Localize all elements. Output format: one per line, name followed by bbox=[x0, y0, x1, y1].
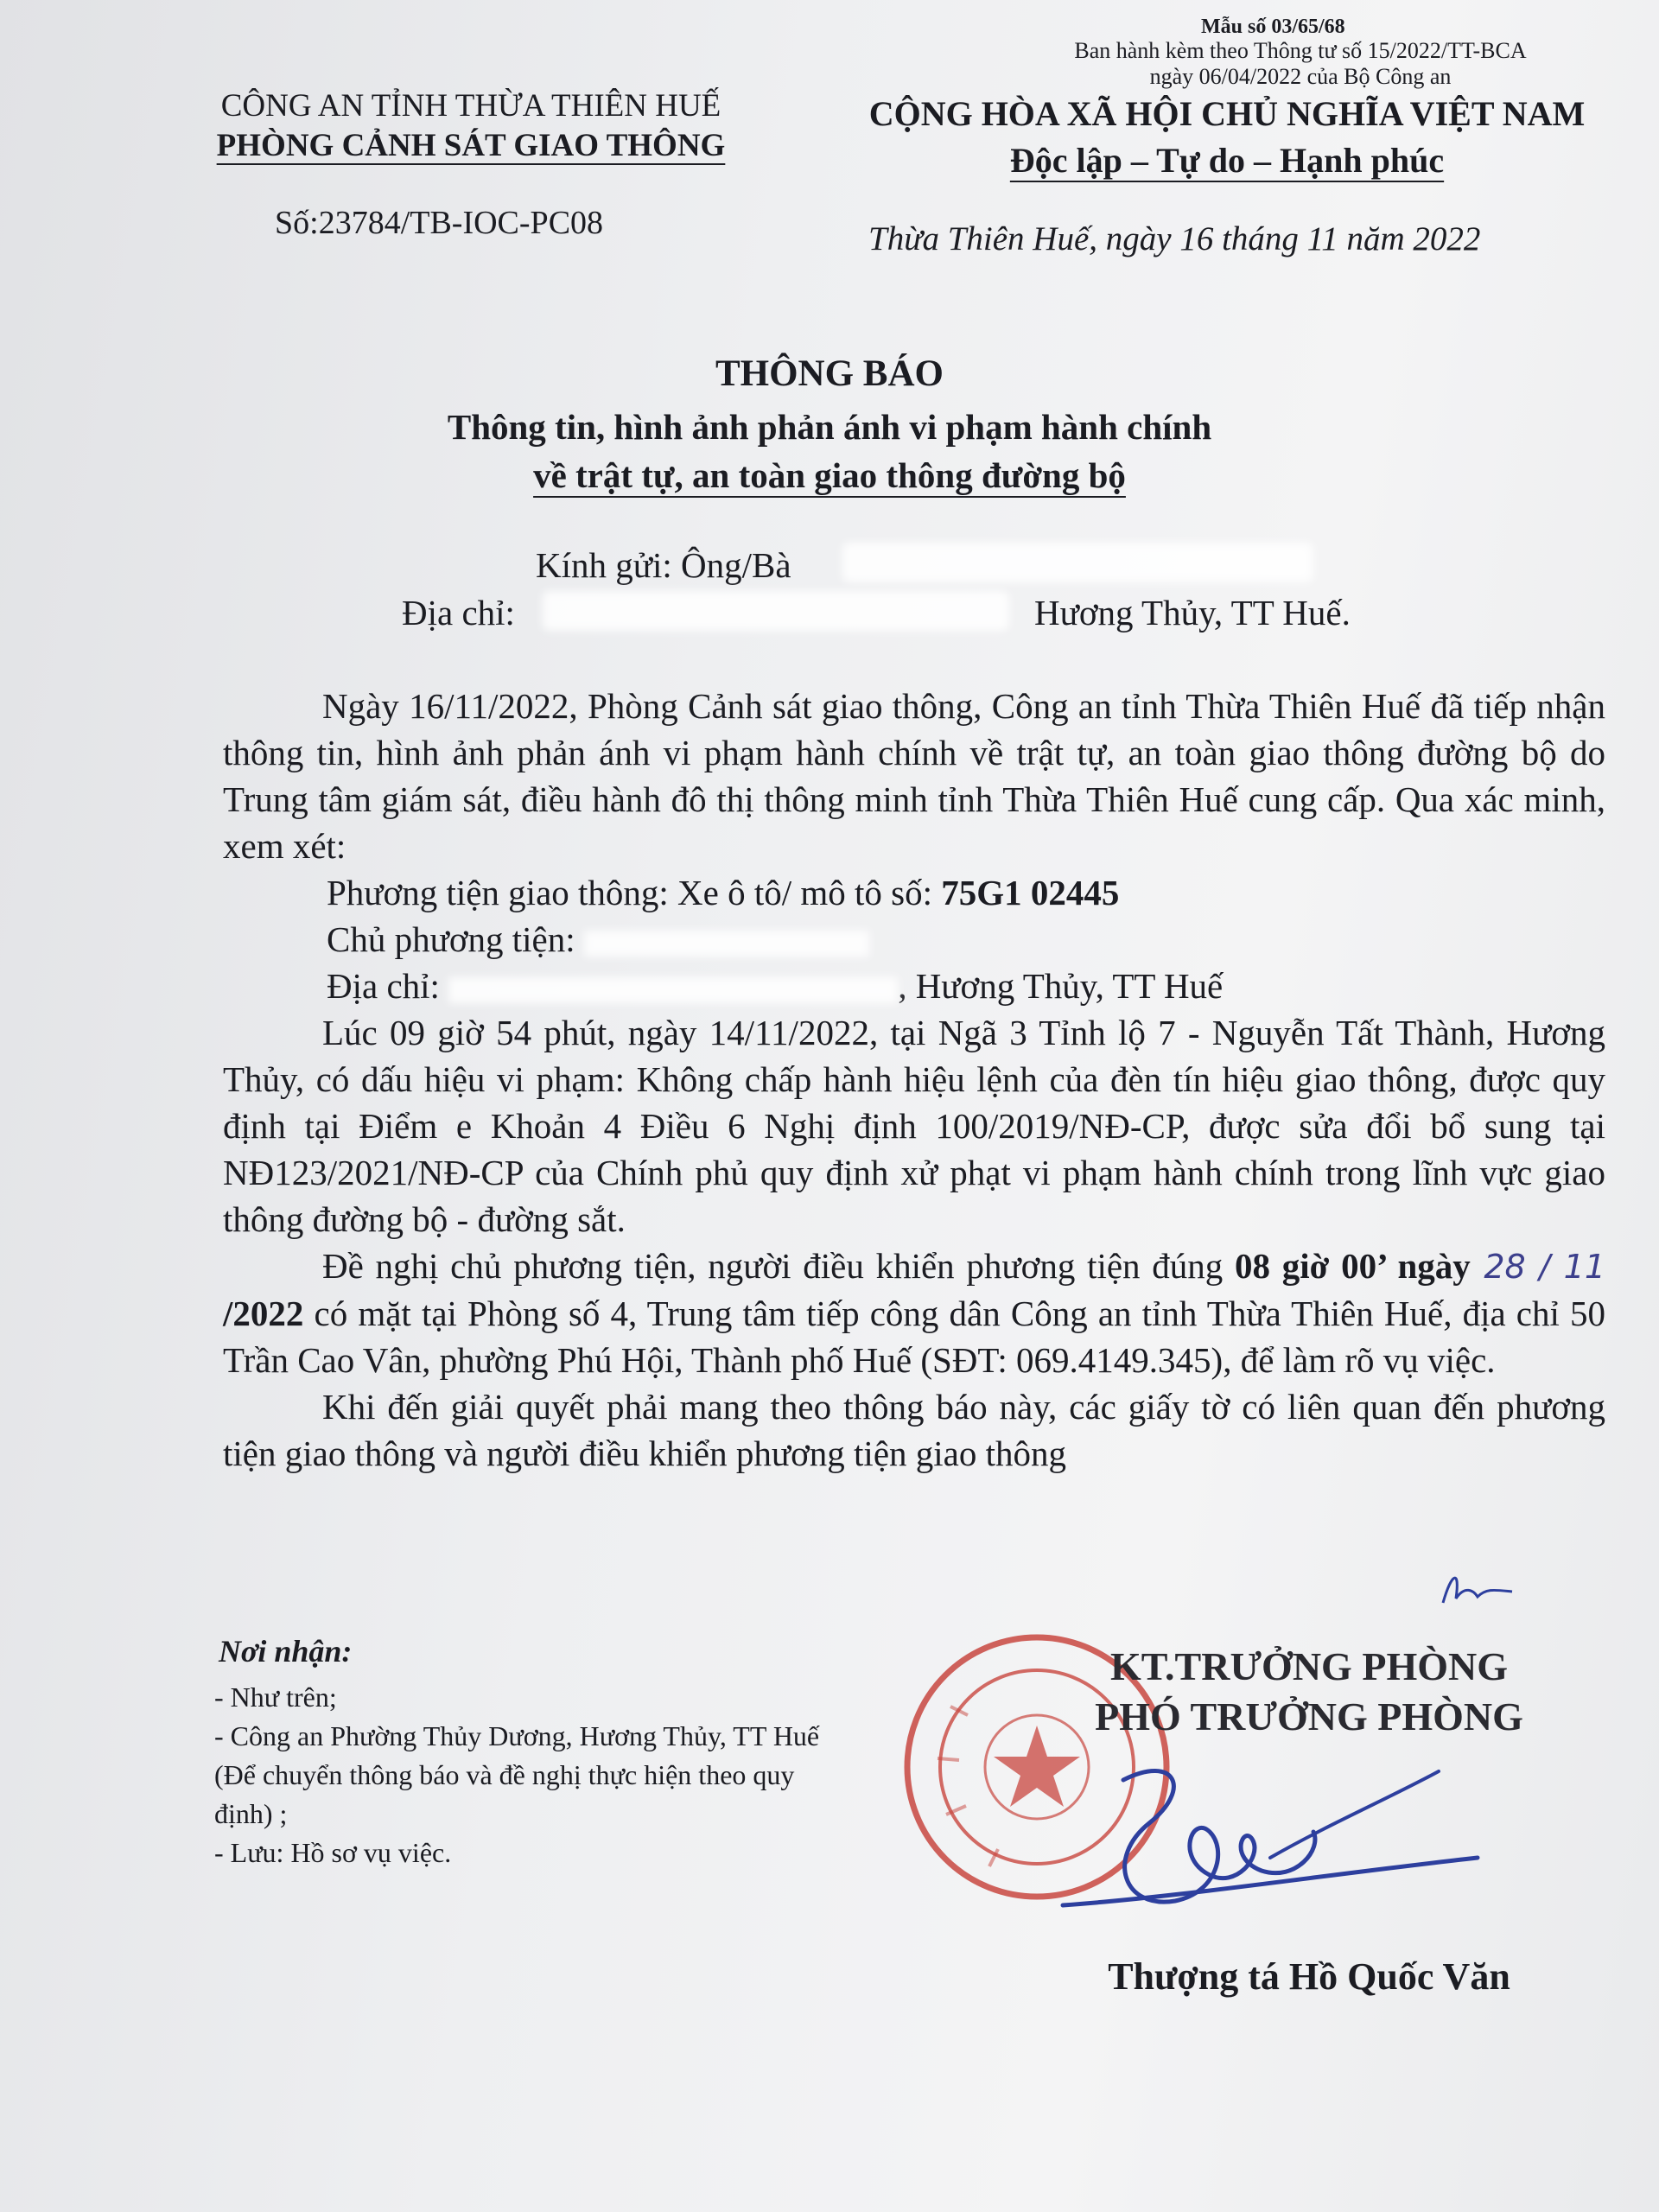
recipient-item: - Như trên; bbox=[214, 1681, 337, 1713]
place-date: Thừa Thiên Huế, ngày 16 tháng 11 năm 2022 bbox=[868, 220, 1481, 257]
nation-line1: CỘNG HÒA XÃ HỘI CHỦ NGHĨA VIỆT NAM bbox=[868, 94, 1586, 133]
recipient-item: - Công an Phường Thủy Dương, Hương Thủy, TT Huế (Để chuyển thông báo và đề nghị thực hiện theo quy định) ; bbox=[214, 1720, 820, 1829]
addressee-label: Kính gửi: Ông/Bà bbox=[536, 545, 791, 585]
signature-line1: KT.TRƯỞNG PHÒNG bbox=[1110, 1644, 1508, 1688]
summons-text-a: Đề nghị chủ phương tiện, người điều khiển phương tiện đúng bbox=[322, 1246, 1236, 1286]
address-label: Địa chỉ: bbox=[402, 593, 515, 632]
signature-line2: PHÓ TRƯỞNG PHÒNG bbox=[1095, 1694, 1523, 1738]
owner-label: Chủ phương tiện: bbox=[327, 919, 575, 959]
owner-address-label: Địa chỉ: bbox=[327, 966, 440, 1006]
subtitle-line2-text: về trật tự, an toàn giao thông đường bộ bbox=[533, 455, 1126, 495]
form-number: Mẫu số 03/65/68 bbox=[1201, 16, 1345, 38]
redacted-address bbox=[543, 591, 1009, 631]
notice-body bbox=[223, 683, 1605, 1477]
recipient-item: - Lưu: Hồ sơ vụ việc. bbox=[214, 1837, 452, 1868]
document-subtitle bbox=[0, 403, 1659, 499]
owner-address-line bbox=[223, 963, 1605, 1009]
agency-line2 bbox=[156, 126, 786, 166]
paragraph-summons bbox=[223, 1243, 1605, 1383]
document-number: Số:23784/TB-IOC-PC08 bbox=[275, 205, 604, 241]
vehicle-label: Phương tiện giao thông: Xe ô tô/ mô tô số: bbox=[327, 873, 942, 912]
nation-line2-text: Độc lập – Tự do – Hạnh phúc bbox=[1009, 141, 1445, 180]
handwritten-date: 28 / 11 bbox=[1470, 1248, 1606, 1286]
summons-time: 08 giờ 00’ ngày bbox=[1235, 1246, 1471, 1286]
initials-mark bbox=[1426, 1555, 1521, 1624]
recipients-list bbox=[214, 1678, 854, 1872]
subtitle-line2 bbox=[0, 451, 1659, 499]
redacted-owner bbox=[584, 931, 869, 957]
signer-name: Thượng tá Hồ Quốc Văn bbox=[1108, 1955, 1510, 1998]
nation-line2 bbox=[804, 137, 1650, 184]
subtitle-line1: Thông tin, hình ảnh phản ánh vi phạm hành chính bbox=[447, 407, 1212, 447]
form-reference-line1: Ban hành kèm theo Thông tư số 15/2022/TT-BCA bbox=[1074, 38, 1527, 63]
summons-year: /2022 bbox=[223, 1294, 304, 1333]
paragraph-intro: Ngày 16/11/2022, Phòng Cảnh sát giao thông, Công an tỉnh Thừa Thiên Huế đã tiếp nhận thông tin, hình ảnh phản ánh vi phạm hành chính về trật tự, an toàn giao thông đường bộ do Trung tâm giám sát, điều hành đô thị thông minh tỉnh Thừa Thiên Huế cung cấp. Qua xác minh, xem xét: bbox=[223, 686, 1605, 866]
signature-title bbox=[981, 1642, 1637, 1742]
vehicle-line bbox=[223, 869, 1605, 916]
owner-address-tail: , Hương Thủy, TT Huế bbox=[898, 966, 1224, 1006]
paragraph-requirements: Khi đến giải quyết phải mang theo thông báo này, các giấy tờ có liên quan đến phương tiện giao thông và người điều khiển phương tiện giao thông bbox=[223, 1387, 1605, 1473]
document-title: THÔNG BÁO bbox=[715, 353, 944, 394]
national-motto bbox=[804, 91, 1650, 184]
paragraph-violation: Lúc 09 giờ 54 phút, ngày 14/11/2022, tại Ngã 3 Tỉnh lộ 7 - Nguyễn Tất Thành, Hương Thủy, có dấu hiệu vi phạm: Không chấp hành hiệu lệnh của đèn tín hiệu giao thông, được quy định tại Điểm e Khoản 4 Điều 6 Nghị định 100/2019/NĐ-CP, được sửa đổi bổ sung tại NĐ123/2021/NĐ-CP của Chính phủ quy định xử phạt vi phạm hành chính trong lĩnh vực giao thông đường bộ - đường sắt. bbox=[223, 1013, 1605, 1239]
form-reference-line2: ngày 06/04/2022 của Bộ Công an bbox=[1149, 64, 1452, 89]
agency-line2-text: PHÒNG CẢNH SÁT GIAO THÔNG bbox=[216, 128, 726, 163]
owner-line bbox=[223, 916, 1605, 963]
address-tail: Hương Thủy, TT Huế. bbox=[1034, 593, 1351, 632]
summons-text-b: có mặt tại Phòng số 4, Trung tâm tiếp công dân Công an tỉnh Thừa Thiên Huế, địa chỉ 50 Trần Cao Vân, phường Phú Hội, Thành phố Huế (SĐT: 069.4149.345), để làm rõ vụ việc. bbox=[223, 1294, 1605, 1380]
form-reference bbox=[1007, 38, 1594, 90]
handwritten-signature bbox=[1046, 1728, 1495, 1936]
recipients-title: Nơi nhận: bbox=[219, 1634, 353, 1669]
license-plate: 75G1 02445 bbox=[941, 873, 1120, 912]
issuing-agency bbox=[156, 86, 786, 166]
redacted-name bbox=[842, 543, 1313, 582]
redacted-owner-address bbox=[448, 977, 898, 1003]
agency-line1: CÔNG AN TỈNH THỪA THIÊN HUẾ bbox=[220, 88, 721, 124]
